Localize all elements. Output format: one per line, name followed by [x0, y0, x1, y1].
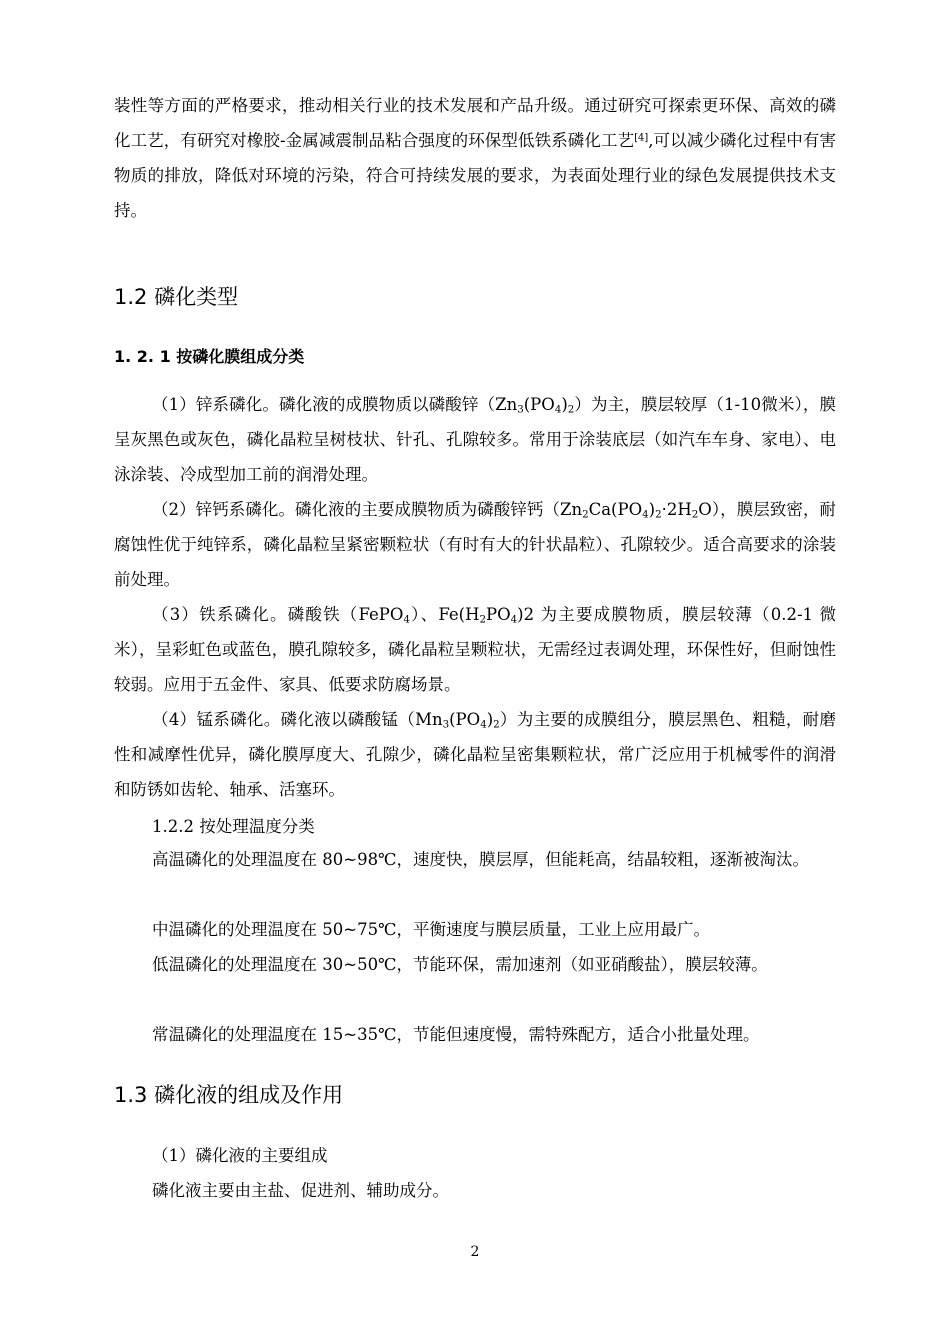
text-run: ) — [486, 710, 494, 729]
subscript: 2 — [493, 719, 500, 731]
subscript: 2 — [567, 404, 575, 416]
text-run: ) — [648, 500, 656, 519]
intro-line: ,可以减少磷化过程中有害物质的排放，降低对环境的污染，符合可持续发展的要求， — [114, 131, 836, 185]
subsection-heading-1-2-1: 1. 2. 1 按磷化膜组成分类 — [114, 347, 305, 366]
text-run: ·2H — [661, 500, 692, 519]
intro-line: 装性等方面的严格要求，推动相关行业的技术发展和产品升级。通过研究可探索更环 — [114, 96, 736, 115]
intro-line: 为表面处理行业的绿色发展提供技术支持。 — [114, 166, 837, 220]
text-run: PO — [485, 605, 511, 624]
subscript: 2 — [691, 509, 699, 521]
text-run: O），膜层致密，耐腐蚀性优于纯锌系，磷化晶粒呈紧密颗粒状（有时有大的针状晶粒）、孔隙较少。适合高要求的涂装前处理。 — [114, 500, 837, 589]
subscript: 4 — [510, 614, 518, 626]
room-temperature-paragraph: 常温磷化的处理温度在 15~35℃，节能但速度慢，需特殊配方，适合小批量处理。 — [152, 1025, 760, 1044]
text-run: Ca(PO — [588, 500, 643, 519]
subscript: 4 — [642, 509, 649, 521]
text-run: （2）锌钙系磷化。磷化液的主要成膜物质为磷酸锌钙（Zn — [152, 500, 583, 519]
subscript: 2 — [479, 614, 486, 626]
composition-paragraph: 磷化液主要由主盐、促进剂、辅助成分。 — [152, 1181, 449, 1200]
section-heading-1-2: 1.2 磷化类型 — [114, 285, 239, 309]
high-temperature-paragraph: 高温磷化的处理温度在 80~98℃，速度快，膜层厚，但能耗高，结晶较粗，逐渐被淘汰。 — [152, 850, 810, 869]
zinc-calcium-phosphating-paragraph — [114, 492, 836, 597]
text-run: )2 为主要成膜物质，膜层较薄（0.2-1 微米），呈彩虹色或蓝色，膜孔隙较多，磷化晶粒呈颗粒状，无需经过表调处理，环保性好，但耐蚀性较弱。应用于五金件、家具、低要求防腐场景。 — [114, 605, 836, 694]
intro-line: 保、高效的磷化工艺，有研究对橡胶-金属减震制品粘合强度的环保型低铁系磷化工艺 — [114, 96, 837, 150]
text-run: （4）锰系磷化。磷化液以磷酸锰（Mn — [152, 710, 443, 729]
medium-temperature-paragraph: 中温磷化的处理温度在 50~75℃，平衡速度与膜层质量，工业上应用最广。 — [152, 920, 711, 939]
text-run: ）为主要的成膜组分，膜层黑色、粗糙，耐磨性和减摩性优异，磷化膜厚度大、孔隙少，磷化晶粒呈密集颗粒状，常广泛应用于机械零件的润滑和防锈如齿轮、轴承、活塞环。 — [114, 710, 836, 799]
section-heading-1-3: 1.3 磷化液的组成及作用 — [114, 1083, 344, 1107]
subscript: 4 — [554, 404, 562, 416]
low-temperature-paragraph: 低温磷化的处理温度在 30~50℃，节能环保，需加速剂（如亚硝酸盐），膜层较薄。 — [152, 955, 768, 974]
citation-ref[interactable]: [4] — [634, 132, 649, 144]
text-run: ) — [561, 395, 568, 414]
subscript: 4 — [480, 719, 487, 731]
composition-subheading: （1）磷化液的主要组成 — [152, 1146, 328, 1165]
subscript: 3 — [442, 719, 450, 731]
iron-phosphating-paragraph — [114, 597, 836, 702]
manganese-phosphating-paragraph — [114, 702, 836, 807]
page-number: 2 — [470, 1244, 480, 1260]
subscript: 2 — [655, 509, 662, 521]
text-run: （3）铁系磷化。磷酸铁（FePO — [152, 605, 404, 624]
intro-paragraph — [114, 88, 836, 228]
text-run: ）为主，膜层较厚（1-10微米），膜呈灰黑色或灰色，磷化晶粒呈树枝状、针孔、孔隙较多。常用于涂装底层（如汽车车身、家电）、电泳涂装、冷成型加工前的润滑处理。 — [114, 395, 836, 484]
subscript: 4 — [403, 614, 410, 626]
text-run: (PO — [523, 395, 555, 414]
text-run: ）、Fe(H — [409, 605, 480, 624]
subsection-heading-1-2-2: 1.2.2 按处理温度分类 — [152, 817, 315, 836]
zinc-phosphating-paragraph — [114, 387, 836, 492]
subscript: 3 — [517, 404, 524, 416]
subscript: 2 — [582, 509, 589, 521]
text-run: （1）锌系磷化。磷化液的成膜物质以磷酸锌（Zn — [152, 395, 518, 414]
text-run: (PO — [449, 710, 481, 729]
